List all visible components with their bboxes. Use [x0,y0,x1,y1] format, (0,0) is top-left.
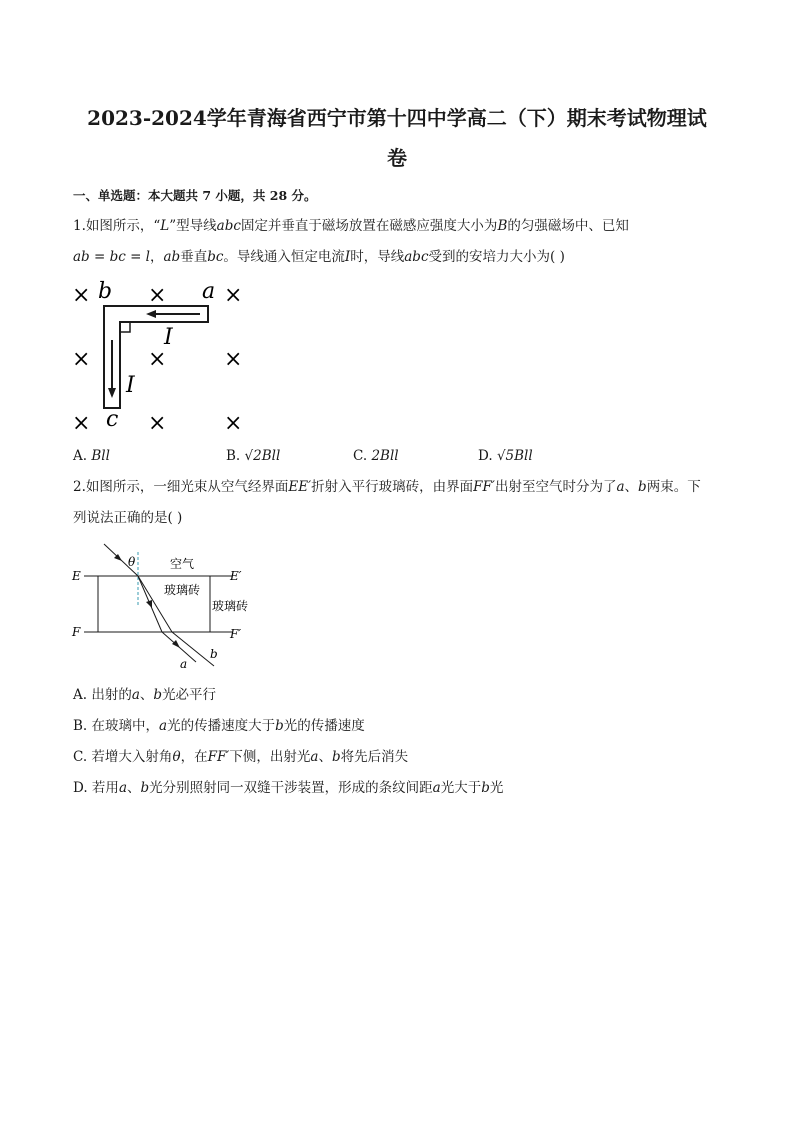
section-heading: 一、单选题：本大题共 7 小题，共 28 分。 [73,188,317,203]
label-theta: θ [128,555,136,569]
label-c: c [106,407,119,432]
label-ray-a: a [180,657,188,671]
q1-stem-line1: 1.如图所示，“L”型导线abc固定并垂直于磁场放置在磁感应强度大小为B的匀强磁场中、已知 [73,218,629,234]
emergent-ray-arrow [172,640,180,648]
label-f-prime: F′ [230,627,242,641]
label-b: b [98,280,113,304]
q1-option-a[interactable]: A. Bll [73,448,110,464]
field-cross: × [224,283,243,308]
label-current-side: I [126,373,135,398]
right-angle-mark [120,322,130,332]
label-glass-inner: 玻璃砖 [164,583,201,597]
q1-figure [66,280,256,432]
q1-option-b[interactable]: B. √2Bll [226,448,281,464]
field-cross: × [224,411,243,432]
field-cross: × [148,283,167,308]
label-e-prime: E′ [230,569,242,583]
field-cross: × [224,347,243,372]
q1-option-d[interactable]: D. √5Bll [478,448,533,464]
label-current-top: I [164,325,173,350]
label-a: a [202,280,216,304]
q2-stem-line2: 列说法正确的是( ) [73,510,183,526]
q2-stem-line1: 2.如图所示，一细光束从空气经界面EE′折射入平行玻璃砖，由界面FF′出射至空气时分为了a、b两束。下 [73,479,701,495]
exam-title-line1: 2023-2024学年青海省西宁市第十四中学高二（下）期末考试物理试 [87,106,707,130]
label-glass-outer: 玻璃砖 [212,599,249,613]
current-arrow-bc-head [108,388,116,398]
refracted-ray-arrow [146,600,152,608]
label-f: F [72,625,81,639]
field-cross: × [148,411,167,432]
label-ray-b: b [210,647,218,661]
q1-option-c[interactable]: C. 2Bll [353,448,399,464]
current-arrow-ab-head [146,310,156,318]
exam-title-line2: 卷 [387,146,407,170]
q2-option-d[interactable]: D. 若用a、b光分别照射同一双缝干涉装置，形成的条纹间距a光大于b光 [73,780,504,796]
field-cross: × [72,411,91,432]
q2-figure [66,538,266,672]
label-air: 空气 [170,557,195,571]
field-cross: × [148,347,167,372]
q2-option-a[interactable]: A. 出射的a、b光必平行 [73,687,217,703]
q1-stem-line2: ab = bc = l，ab垂直bc。导线通入恒定电流I时，导线abc受到的安培力大小为( ) [73,249,565,265]
emergent-ray-b [172,632,214,666]
q2-option-c[interactable]: C. 若增大入射角θ，在FF′下侧，出射光a、b将先后消失 [73,749,409,765]
label-e: E [72,569,81,583]
field-cross: × [72,283,91,308]
field-cross: × [72,347,91,372]
q2-option-b[interactable]: B. 在玻璃中，a光的传播速度大于b光的传播速度 [73,718,365,734]
